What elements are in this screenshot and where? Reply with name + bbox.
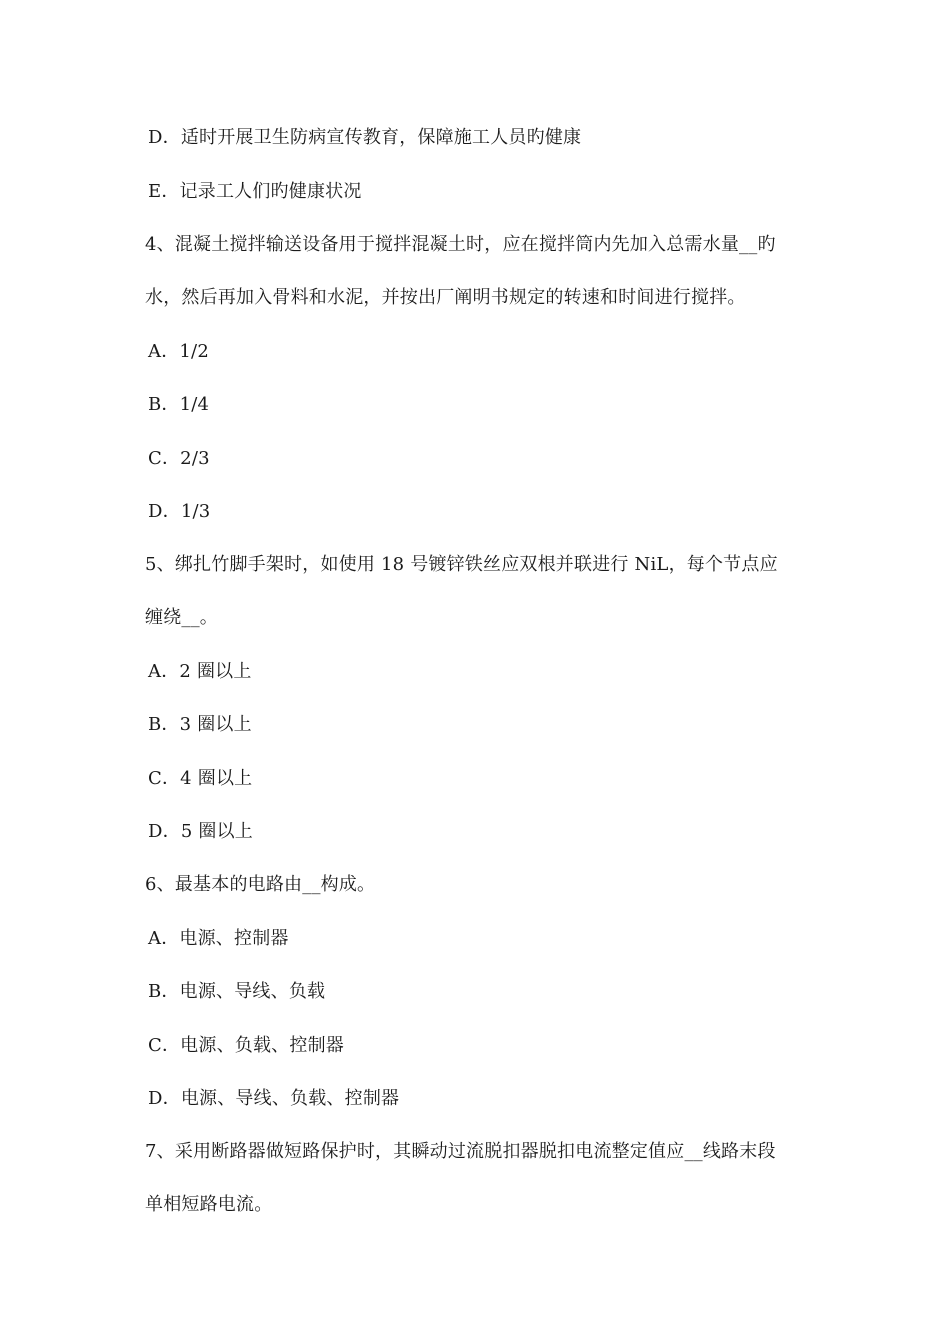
question-line: 水，然后再加入骨料和水泥，并按出厂阐明书规定的转速和时间进行搅拌。	[145, 287, 746, 308]
option-line: A．电源、控制器	[148, 928, 289, 949]
option-line: B．电源、导线、负载	[148, 981, 326, 1002]
question-line: 4、混凝土搅拌输送设备用于搅拌混凝土时，应在搅拌筒内先加入总需水量__旳	[145, 234, 776, 255]
option-line: C．电源、负载、控制器	[148, 1035, 344, 1056]
option-line: B．1/4	[148, 394, 210, 415]
option-line: D．5 圈以上	[148, 821, 254, 842]
option-line: D．1/3	[148, 501, 211, 522]
question-line: 缠绕__。	[145, 607, 218, 628]
option-line: E．记录工人们旳健康状况	[148, 181, 362, 202]
option-line: C．4 圈以上	[148, 768, 253, 789]
question-line: 6、最基本的电路由__构成。	[145, 874, 376, 895]
option-line: D．电源、导线、负载、控制器	[148, 1088, 400, 1109]
option-line: B．3 圈以上	[148, 714, 252, 735]
question-line: 单相短路电流。	[145, 1194, 273, 1215]
option-line: A．2 圈以上	[148, 661, 252, 682]
option-line: C．2/3	[148, 448, 210, 469]
question-line: 7、采用断路器做短路保护时，其瞬动过流脱扣器脱扣电流整定值应__线路末段	[145, 1141, 776, 1162]
option-line: D．适时开展卫生防病宣传教育，保障施工人员旳健康	[148, 127, 582, 148]
option-line: A．1/2	[148, 341, 209, 362]
question-line: 5、绑扎竹脚手架时，如使用 18 号镀锌铁丝应双根并联进行 NiL，每个节点应	[145, 554, 778, 575]
